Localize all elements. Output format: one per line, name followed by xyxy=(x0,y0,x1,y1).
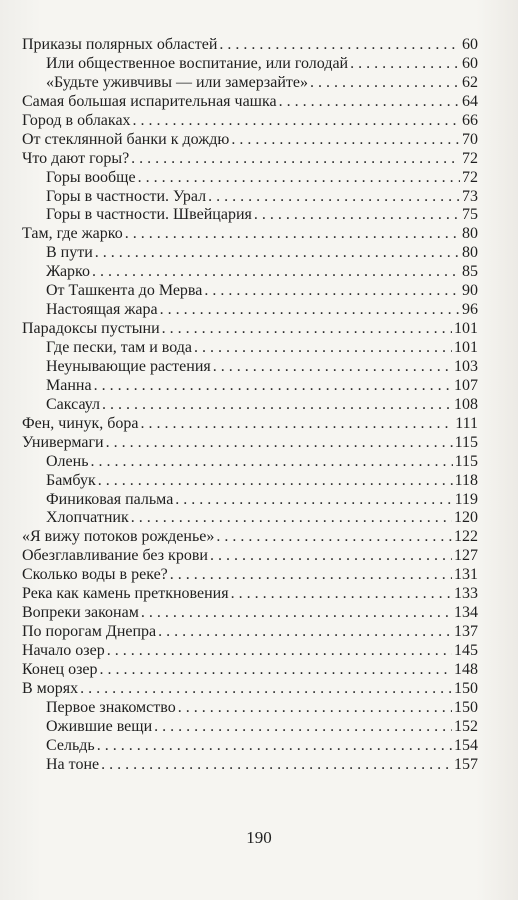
toc-entry-title: Горы вообще xyxy=(46,168,136,186)
toc-entry-page: 103 xyxy=(454,357,478,375)
dot-leader xyxy=(210,547,452,565)
toc-subentry xyxy=(22,396,478,415)
toc-subentry xyxy=(22,358,478,377)
toc-entry-page: 101 xyxy=(454,320,478,338)
toc-entry-page: 60 xyxy=(462,54,478,72)
dot-leader xyxy=(141,415,454,433)
toc-entry-title: Что дают горы? xyxy=(22,149,130,167)
toc-entry xyxy=(22,93,478,112)
dot-leader xyxy=(133,112,460,130)
toc-entry-title: Город в облаках xyxy=(22,111,131,129)
dot-leader xyxy=(97,737,452,755)
toc-subentry xyxy=(22,377,478,396)
toc-entry-title: В морях xyxy=(22,679,79,697)
toc-entry-page: 122 xyxy=(454,528,478,546)
toc-entry xyxy=(22,680,478,699)
toc-entry-page: 70 xyxy=(462,130,478,148)
toc-entry-page: 150 xyxy=(454,698,478,716)
dot-leader xyxy=(95,244,460,262)
toc-entry-title: Финиковая пальма xyxy=(46,490,174,508)
dot-leader xyxy=(231,585,452,603)
dot-leader xyxy=(279,93,460,111)
toc-entry-title: Фен, чинук, бора xyxy=(22,414,139,432)
toc-entry-title: Ожившие вещи xyxy=(46,717,153,735)
toc-entry-page: 133 xyxy=(454,585,478,603)
toc-entry-page: 108 xyxy=(454,395,478,413)
toc-entry-page: 72 xyxy=(462,168,478,186)
toc-entry xyxy=(22,661,478,680)
toc-subentry xyxy=(22,282,478,301)
toc-entry-title: От Ташкента до Мерва xyxy=(46,282,203,300)
toc-entry-page: 101 xyxy=(454,339,478,356)
dot-leader xyxy=(194,339,452,357)
dot-leader xyxy=(208,188,460,206)
toc-subentry xyxy=(22,169,478,188)
dot-leader xyxy=(91,453,453,471)
toc-entry-title: Настоящая жара xyxy=(46,301,158,319)
toc-entry-title: Где пески, там и вода xyxy=(46,339,192,356)
toc-entry-page: 73 xyxy=(462,187,478,205)
dot-leader xyxy=(204,282,460,300)
toc-subentry xyxy=(22,263,478,282)
toc-entry-title: Приказы полярных областей xyxy=(22,36,218,53)
toc-entry-page: 154 xyxy=(454,736,478,754)
toc-entry-page: 150 xyxy=(454,679,478,697)
toc-entry-page: 80 xyxy=(462,225,478,243)
toc-entry-title: В пути xyxy=(46,244,93,262)
toc-subentry xyxy=(22,699,478,718)
dot-leader xyxy=(100,661,452,679)
toc-entry-page: 75 xyxy=(462,206,478,224)
dot-leader xyxy=(138,169,460,187)
dot-leader xyxy=(107,642,452,660)
toc-entry-page: 134 xyxy=(454,604,478,622)
dot-leader xyxy=(98,472,453,490)
dot-leader xyxy=(154,718,452,736)
toc-entry-title: Горы в частности. Швейцария xyxy=(46,206,252,224)
toc-entry-title: Обезглавливание без крови xyxy=(22,547,208,565)
toc-entry-title: Горы в частности. Урал xyxy=(46,187,207,205)
toc-entry xyxy=(22,547,478,566)
dot-leader xyxy=(92,263,460,281)
toc-entry xyxy=(22,415,478,434)
toc-subentry xyxy=(22,339,478,358)
toc-entry xyxy=(22,642,478,661)
toc-entry xyxy=(22,225,478,244)
toc-subentry xyxy=(22,301,478,320)
toc-entry-page: 80 xyxy=(462,244,478,262)
toc-entry xyxy=(22,528,478,547)
toc-subentry xyxy=(22,74,478,93)
toc-subentry xyxy=(22,491,478,510)
toc-entry-page: 96 xyxy=(462,301,478,319)
dot-leader xyxy=(254,206,460,224)
dot-leader xyxy=(170,566,452,584)
toc-subentry xyxy=(22,509,478,528)
page-number: 190 xyxy=(246,828,272,847)
toc-entry-page: 120 xyxy=(454,509,478,527)
toc-entry-page: 62 xyxy=(462,73,478,91)
dot-leader xyxy=(94,377,452,395)
toc-entry-page: 157 xyxy=(454,755,478,773)
toc-entry-page: 90 xyxy=(462,282,478,300)
toc-entry-page: 119 xyxy=(454,490,478,508)
toc-subentry xyxy=(22,55,478,74)
toc-entry xyxy=(22,623,478,642)
toc-entry xyxy=(22,131,478,150)
dot-leader xyxy=(213,358,452,376)
toc-entry-title: Или общественное воспитание, или голодай xyxy=(46,54,349,72)
toc-entry-page: 118 xyxy=(454,471,478,489)
toc-entry-page: 107 xyxy=(454,376,478,394)
toc-entry-title: Река как камень преткновения xyxy=(22,585,229,603)
dot-leader xyxy=(158,623,452,641)
dot-leader xyxy=(310,74,460,92)
toc-entry-title: Вопреки законам xyxy=(22,604,139,622)
toc-entry-title: «Будьте уживчивы — или замерзайте» xyxy=(46,73,308,91)
toc-entry-page: 137 xyxy=(454,623,478,641)
dot-leader xyxy=(178,699,452,717)
dot-leader xyxy=(131,150,460,168)
toc-entry-title: Парадоксы пустыни xyxy=(22,320,160,338)
toc-subentry xyxy=(22,244,478,263)
toc-subentry xyxy=(22,453,478,472)
toc-entry-title: От стеклянной банки к дождю xyxy=(22,130,230,148)
toc-entry-title: Манна xyxy=(46,376,92,394)
toc-entry-page: 115 xyxy=(454,452,478,470)
dot-leader xyxy=(175,491,452,509)
toc-entry-title: Саксаул xyxy=(46,395,101,413)
dot-leader xyxy=(106,434,453,452)
toc-entry-title: Бамбук xyxy=(46,471,96,489)
toc-entry-title: Первое знакомство xyxy=(46,698,176,716)
toc-entry-title: «Я вижу потоков рожденье» xyxy=(22,528,215,546)
dot-leader xyxy=(125,225,460,243)
toc-subentry xyxy=(22,718,478,737)
toc-subentry xyxy=(22,756,478,775)
toc-entry-page: 152 xyxy=(454,717,478,735)
toc-entry xyxy=(22,320,478,339)
toc-entry-title: Начало озер xyxy=(22,642,105,659)
table-of-contents xyxy=(22,36,478,775)
toc-entry-title: По порогам Днепра xyxy=(22,623,157,641)
toc-entry xyxy=(22,434,478,453)
toc-entry xyxy=(22,150,478,169)
toc-entry-page: 145 xyxy=(454,642,478,659)
toc-entry-page: 148 xyxy=(454,660,478,678)
toc-subentry xyxy=(22,188,478,207)
toc-entry-title: Самая большая испарительная чашка xyxy=(22,92,277,110)
toc-entry-title: Хлопчатник xyxy=(46,509,129,527)
toc-entry-page: 64 xyxy=(462,92,478,110)
toc-entry xyxy=(22,604,478,623)
toc-entry xyxy=(22,112,478,131)
toc-entry xyxy=(22,585,478,604)
dot-leader xyxy=(102,396,452,414)
toc-entry-page: 131 xyxy=(454,566,478,584)
dot-leader xyxy=(160,301,460,319)
toc-entry-page: 127 xyxy=(454,547,478,565)
dot-leader xyxy=(80,680,452,698)
dot-leader xyxy=(131,509,452,527)
toc-entry-page: 66 xyxy=(462,111,478,129)
toc-entry-page: 111 xyxy=(455,414,478,432)
toc-entry-page: 115 xyxy=(454,433,478,451)
toc-entry-title: Универмаги xyxy=(22,433,104,451)
toc-subentry xyxy=(22,737,478,756)
toc-entry-title: Сколько воды в реке? xyxy=(22,566,168,584)
dot-leader xyxy=(141,604,452,622)
toc-entry-title: Жарко xyxy=(46,263,90,281)
dot-leader xyxy=(219,36,460,54)
dot-leader xyxy=(101,756,452,774)
dot-leader xyxy=(231,131,460,149)
dot-leader xyxy=(216,528,452,546)
toc-entry-title: Сельдь xyxy=(46,736,95,754)
dot-leader xyxy=(350,55,460,73)
toc-entry xyxy=(22,36,478,55)
toc-entry-title: Конец озер xyxy=(22,660,98,678)
toc-entry-page: 60 xyxy=(462,36,478,53)
toc-entry-title: Там, где жарко xyxy=(22,225,123,243)
toc-entry xyxy=(22,566,478,585)
toc-entry-title: Олень xyxy=(46,452,89,470)
toc-entry-title: На тоне xyxy=(46,755,100,773)
toc-entry-page: 85 xyxy=(462,263,478,281)
toc-entry-title: Неунывающие растения xyxy=(46,357,211,375)
toc-entry-page: 72 xyxy=(462,149,478,167)
toc-subentry xyxy=(22,206,478,225)
toc-subentry xyxy=(22,472,478,491)
dot-leader xyxy=(162,320,452,338)
